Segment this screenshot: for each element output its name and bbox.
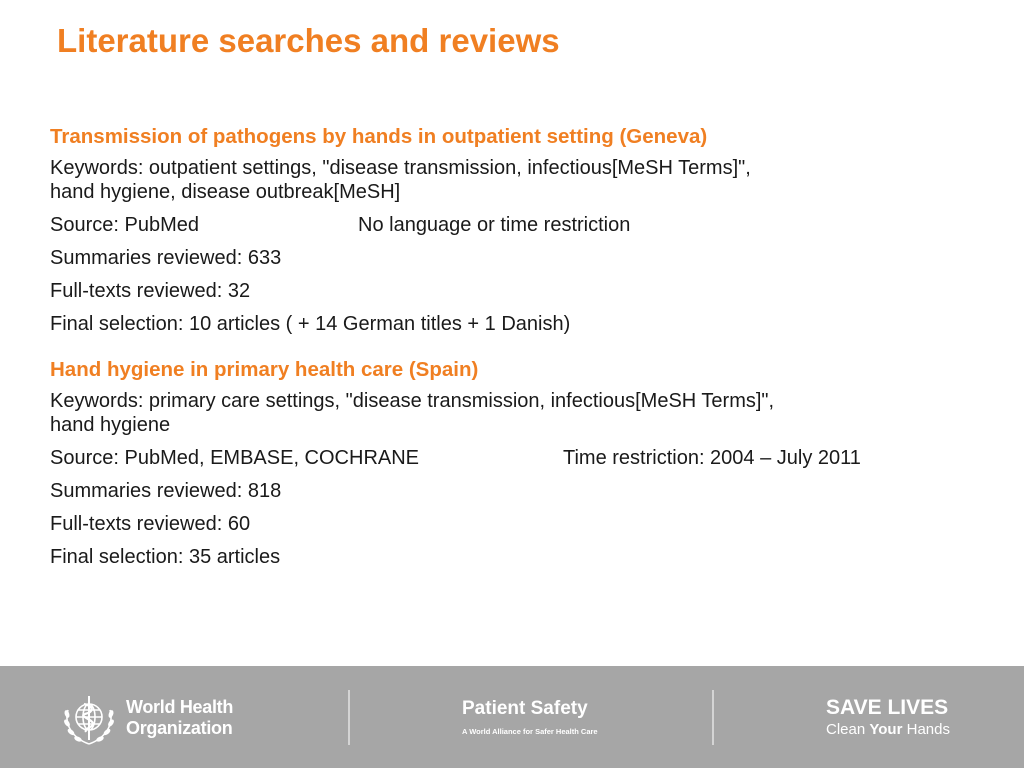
keywords-text [50, 156, 970, 204]
section-heading: Transmission of pathogens by hands in outpatient setting (Geneva) [50, 125, 708, 148]
summaries-text: Summaries reviewed: 633 [50, 247, 282, 269]
clean-word: Clean [826, 721, 866, 738]
section-spain [50, 357, 970, 569]
who-line-2: Organization [126, 718, 233, 738]
summaries-text: Summaries reviewed: 818 [50, 480, 282, 502]
save-lives-title: SAVE LIVES [826, 696, 949, 719]
page-title: Literature searches and reviews [57, 22, 560, 59]
final-selection-text: Final selection: 10 articles ( + 14 German titles + 1 Danish) [50, 313, 571, 335]
hands-word: Hands [906, 721, 950, 738]
who-emblem-icon [60, 690, 118, 748]
source-text: Source: PubMed, EMBASE, COCHRANE [50, 447, 420, 469]
your-word: Your [869, 721, 903, 738]
fulltexts-text: Full-texts reviewed: 32 [50, 280, 251, 302]
who-line-1: World Health [126, 697, 234, 717]
who-wordmark [126, 697, 233, 739]
patient-safety-subtitle: A World Alliance for Safer Health Care [462, 727, 598, 736]
footer-divider [348, 690, 350, 745]
keywords-line-2: hand hygiene [50, 414, 171, 436]
patient-safety-title: Patient Safety [462, 698, 588, 719]
restriction-text: No language or time restriction [358, 214, 631, 236]
final-selection-text: Final selection: 35 articles [50, 546, 281, 568]
restriction-text: Time restriction: 2004 – July 2011 [563, 447, 861, 469]
source-line [50, 446, 970, 470]
keywords-line-1: Keywords: outpatient settings, "disease transmission, infectious[MeSH Terms]", [50, 157, 751, 179]
section-geneva [50, 124, 970, 336]
source-text: Source: PubMed [50, 214, 199, 236]
fulltexts-text: Full-texts reviewed: 60 [50, 513, 251, 535]
slide-content [50, 124, 970, 569]
source-line [50, 213, 970, 237]
section-heading: Hand hygiene in primary health care (Spain) [50, 358, 479, 381]
keywords-text [50, 389, 970, 437]
keywords-line-1: Keywords: primary care settings, "disease transmission, infectious[MeSH Terms]", [50, 390, 775, 412]
footer-divider [712, 690, 714, 745]
keywords-line-2: hand hygiene, disease outbreak[MeSH] [50, 181, 401, 203]
clean-your-hands-text [826, 721, 950, 738]
